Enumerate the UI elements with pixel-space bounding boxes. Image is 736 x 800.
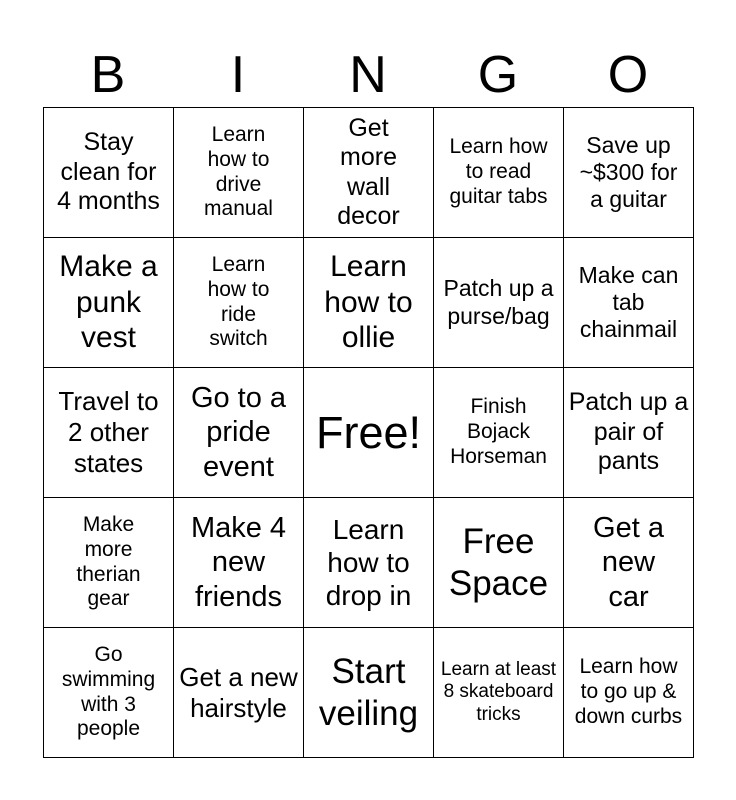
bingo-cell[interactable] [434,498,564,628]
cell-text: Make more therian gear [76,512,141,611]
bingo-cell[interactable] [564,238,694,368]
cell-text: Free! [315,406,422,458]
bingo-cell[interactable] [434,628,564,758]
cell-text: Learn how to ride switch [207,252,270,351]
cell-text: Get a new hairstyle [179,661,298,723]
cell-text: Patch up a purse/bag [443,275,554,329]
bingo-cell[interactable] [304,108,434,238]
bingo-cell[interactable] [304,238,434,368]
bingo-header [43,42,693,108]
bingo-cell[interactable] [564,368,694,498]
cell-text: Make can tab chainmail [578,261,679,343]
cell-text: Finish Bojack Horseman [450,395,547,468]
header-letter-b: B [90,46,126,104]
bingo-cell[interactable] [434,238,564,368]
bingo-grid [43,107,694,758]
cell-text: Patch up a pair of pants [568,388,689,476]
bingo-cell[interactable] [174,238,304,368]
bingo-cell[interactable] [434,368,564,498]
cell-text: Go swimming with 3 people [61,642,156,741]
cell-text: Learn at least 8 skateboard tricks [440,658,557,725]
bingo-cell[interactable] [174,498,304,628]
cell-text: Free Space [448,522,549,603]
bingo-cell[interactable] [44,498,174,628]
cell-text: Start veiling [318,652,419,733]
header-letter-i: I [230,46,246,104]
bingo-cell[interactable] [434,108,564,238]
bingo-cell[interactable] [44,628,174,758]
cell-text: Make a punk vest [59,250,158,355]
header-letter-n: N [349,46,387,104]
bingo-cell[interactable] [564,628,694,758]
bingo-cell[interactable] [174,628,304,758]
cell-text: Learn how to drop in [325,513,412,612]
cell-text: Go to a pride event [190,382,287,483]
cell-text: Learn how to read guitar tabs [449,135,548,208]
cell-text: Stay clean for 4 months [57,128,160,216]
bingo-cell[interactable] [304,498,434,628]
cell-text: Learn how to drive manual [204,122,273,221]
bingo-cell[interactable] [44,238,174,368]
bingo-cell[interactable] [174,108,304,238]
bingo-cell[interactable] [44,108,174,238]
bingo-cell[interactable] [174,368,304,498]
bingo-cell[interactable] [304,628,434,758]
header-letter-g: G [477,46,519,104]
bingo-cell[interactable] [44,368,174,498]
cell-text: Make 4 new friends [190,512,287,613]
cell-text: Get a new car [593,512,664,613]
cell-text: Travel to 2 other states [58,386,159,478]
cell-text: Get more wall decor [337,113,400,230]
header-letter-o: O [607,46,649,104]
bingo-cell[interactable] [564,108,694,238]
cell-text: Learn how to ollie [324,250,413,355]
bingo-cell[interactable] [564,498,694,628]
bingo-cell[interactable] [304,368,434,498]
cell-text: Learn how to go up & down curbs [574,655,683,728]
cell-text: Save up ~$300 for a guitar [579,131,678,213]
